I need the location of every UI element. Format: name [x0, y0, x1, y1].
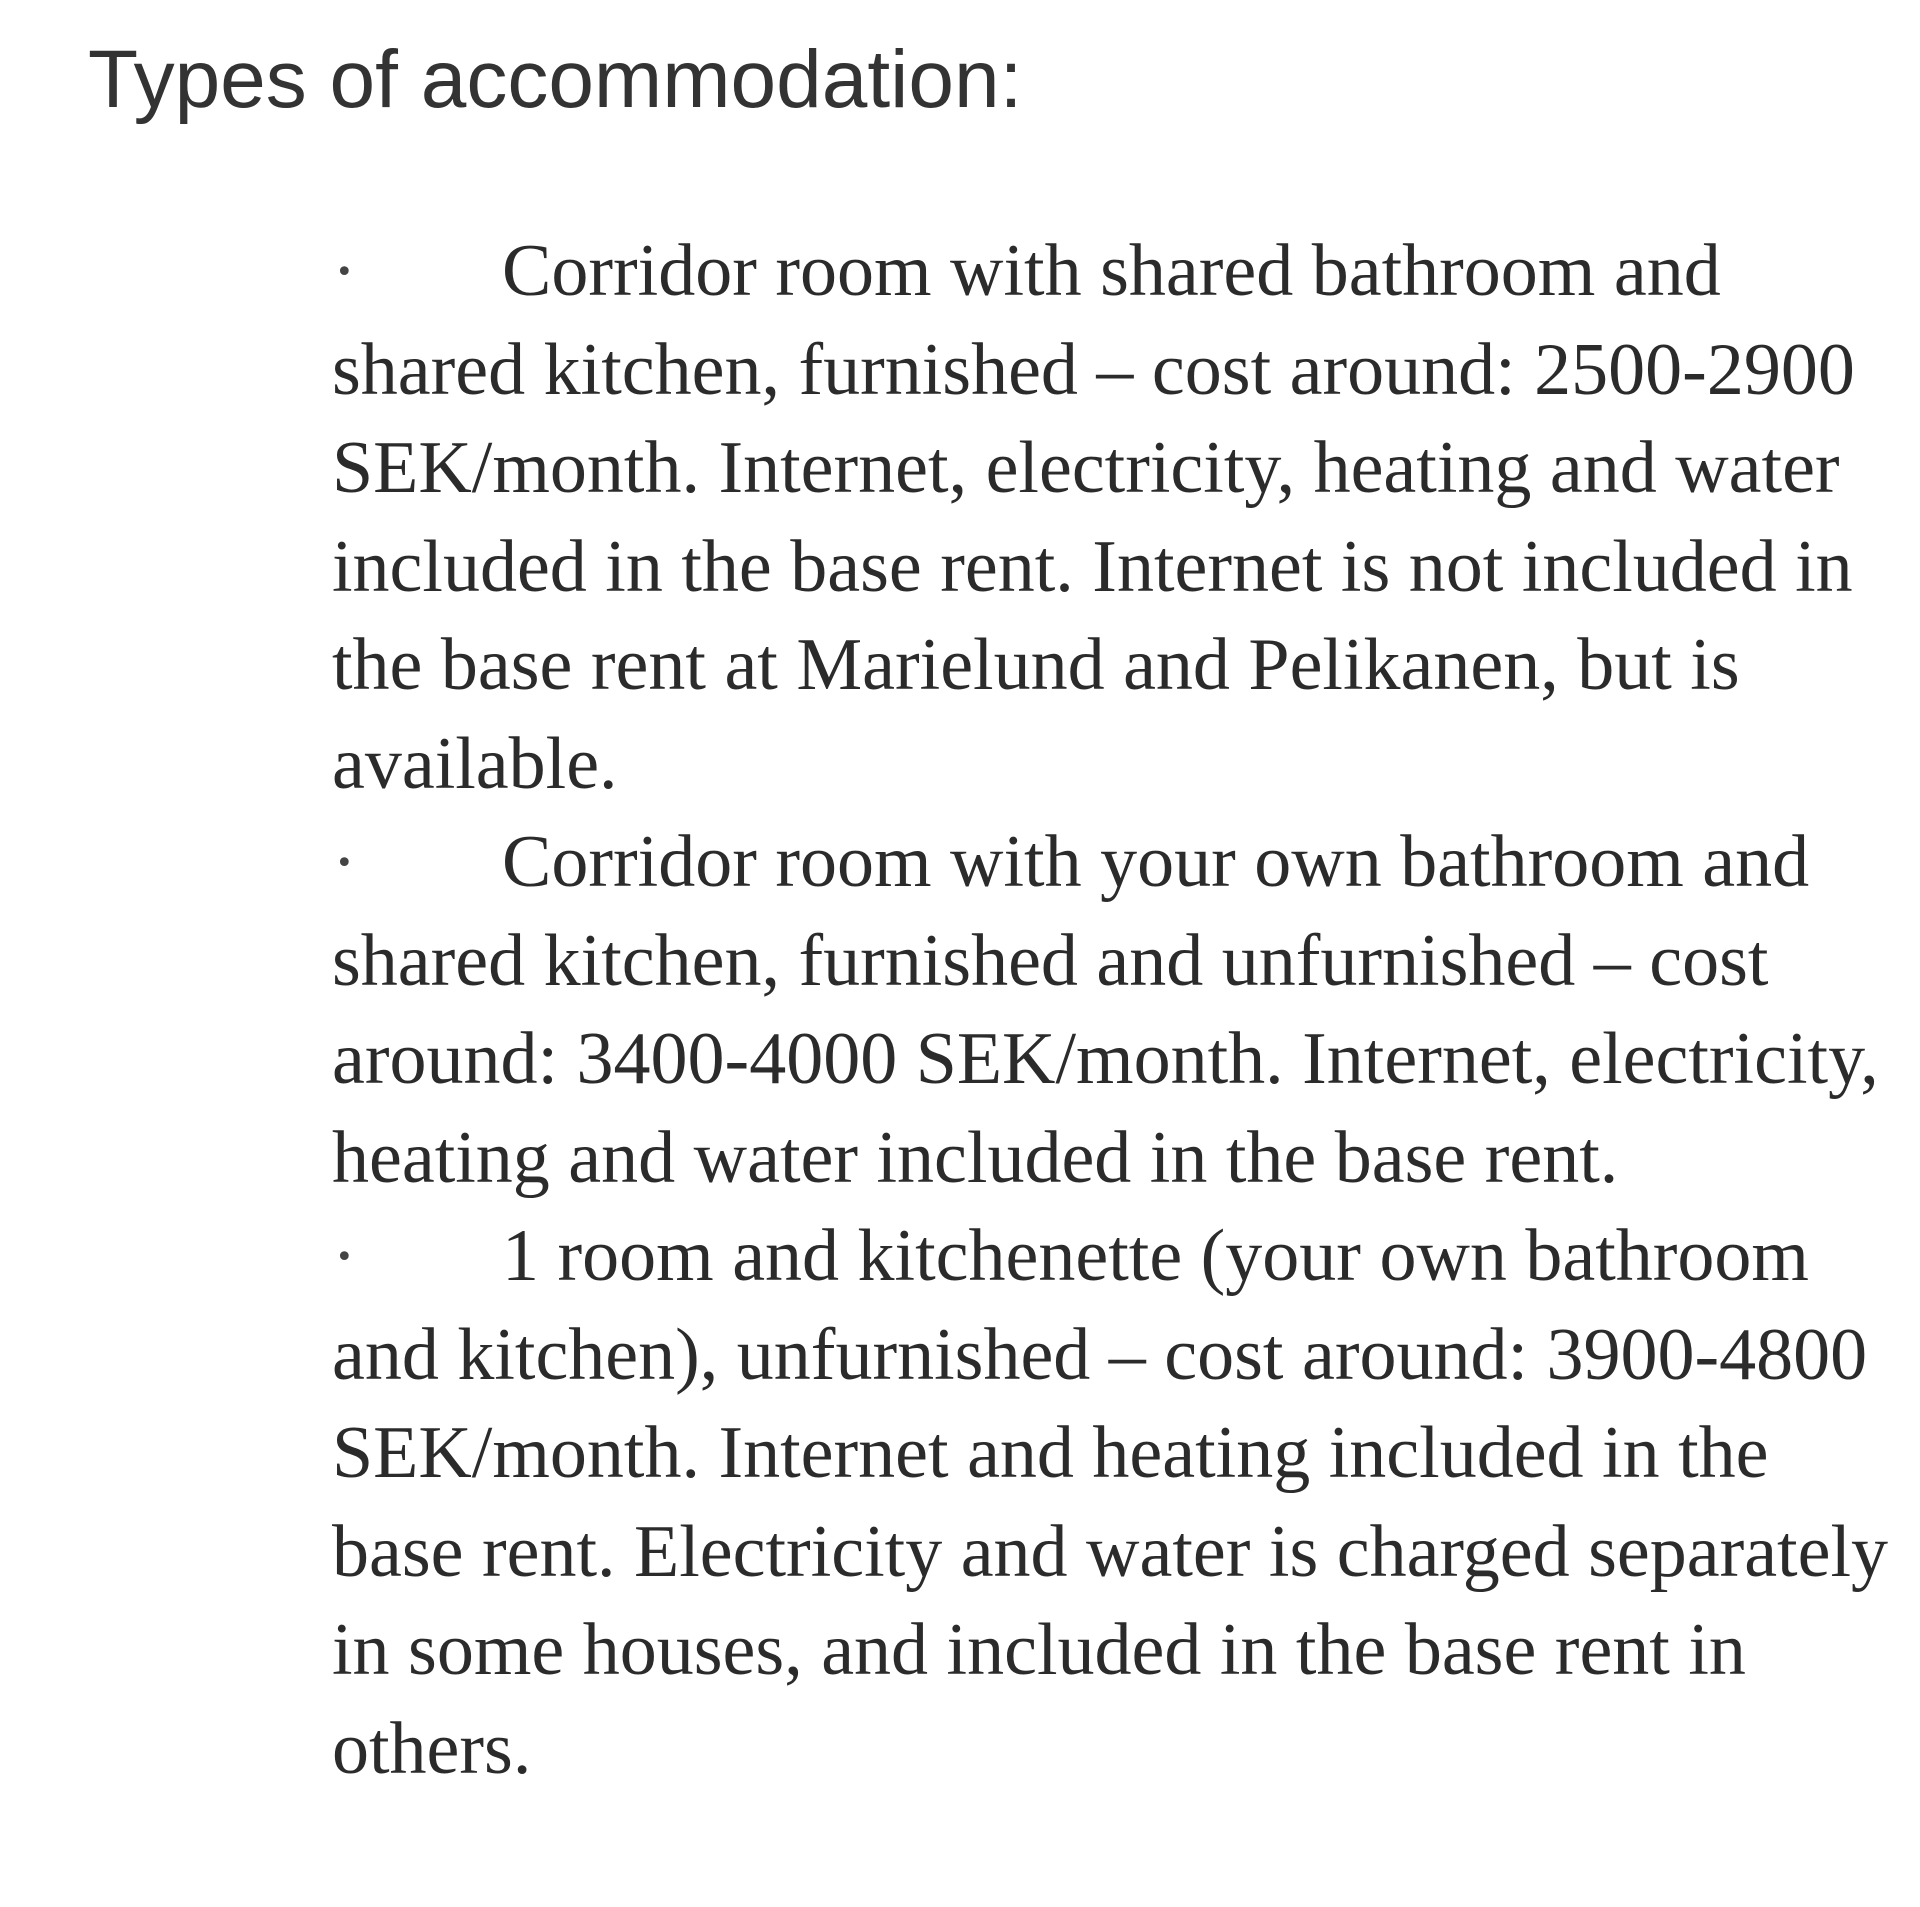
- bullet-icon: ·: [332, 1215, 357, 1297]
- list-item-text: Corridor room with shared bathroom and shared kitchen, furnished – cost around: 2500-2900 SEK/month. Internet, electricity, heating and water included in the base rent. Internet is not included in the base rent at Marielund and Pelikanen, but is available.: [332, 230, 1855, 805]
- accommodation-list: [332, 222, 1892, 1798]
- page-heading: Types of accommodation:: [88, 34, 1023, 125]
- list-item-text: 1 room and kitchenette (your own bathroom and kitchen), unfurnished – cost around: 3900-4800 SEK/month. Internet and heating included in the base rent. Electricity and water is charged separately in some houses, and included in the base rent in others.: [332, 1215, 1889, 1790]
- list-item-corridor-shared-bathroom: [332, 222, 1892, 813]
- bullet-icon: ·: [332, 821, 357, 903]
- list-item-room-kitchenette: [332, 1207, 1892, 1798]
- bullet-icon: ·: [332, 230, 357, 312]
- list-item-corridor-own-bathroom: [332, 813, 1892, 1207]
- list-item-text: Corridor room with your own bathroom and shared kitchen, furnished and unfurnished – cost around: 3400-4000 SEK/month. Internet, electricity, heating and water included in the base rent.: [332, 821, 1879, 1199]
